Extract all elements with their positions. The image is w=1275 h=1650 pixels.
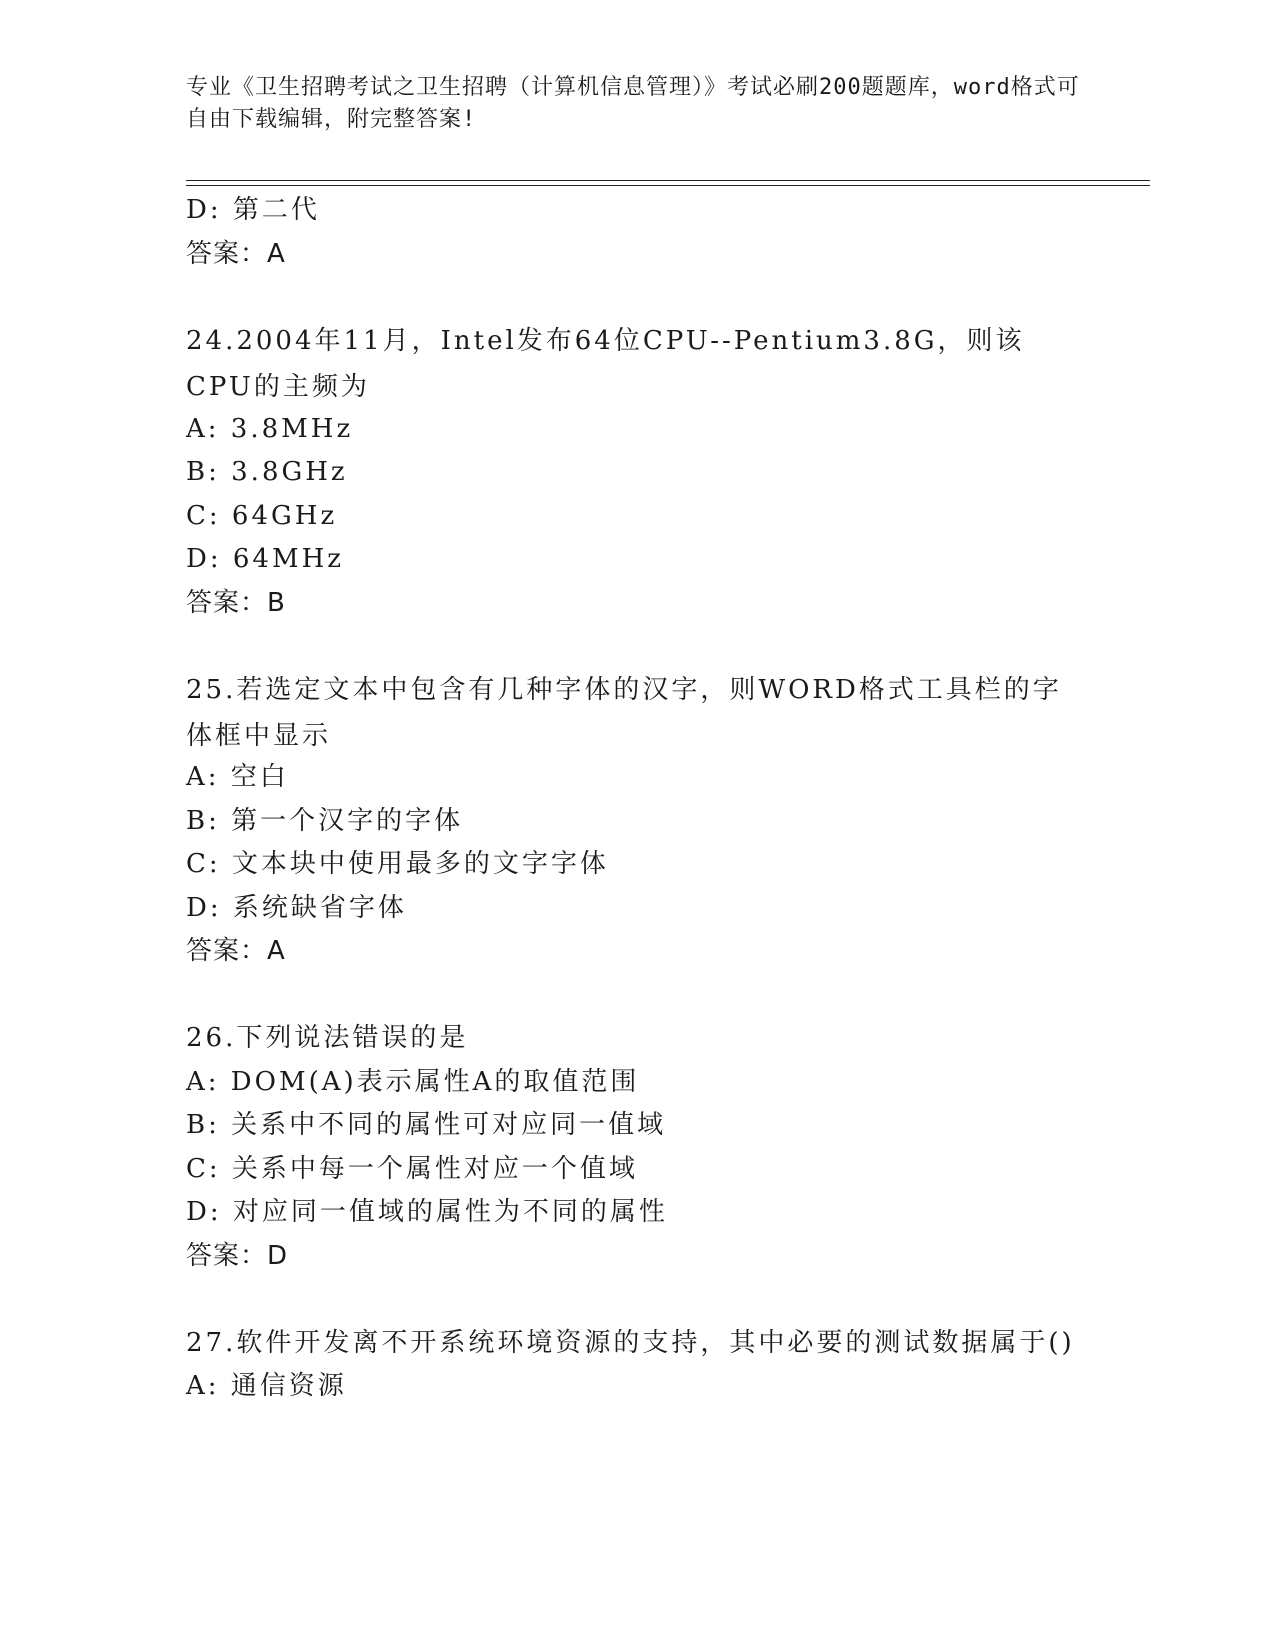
question-24-option-b: B: 3.8GHz <box>186 457 348 487</box>
question-27-option-a: A: 通信资源 <box>186 1371 347 1401</box>
question-26-option-b: B: 关系中不同的属性可对应同一值域 <box>186 1110 667 1140</box>
question-27-stem: 27.软件开发离不开系统环境资源的支持，其中必要的测试数据属于() <box>186 1328 1075 1358</box>
question-26-option-a: A: DOM(A)表示属性A的取值范围 <box>186 1067 640 1097</box>
question-24-option-c: C: 64GHz <box>186 501 338 531</box>
header-divider-bottom <box>186 185 1150 186</box>
answer-line: 答案：A <box>186 239 286 269</box>
question-25-stem: 25.若选定文本中包含有几种字体的汉字，则WORD格式工具栏的字体框中显示 <box>186 675 1062 751</box>
question-26-option-d: D: 对应同一值域的属性为不同的属性 <box>186 1197 668 1227</box>
question-25-option-b: B: 第一个汉字的字体 <box>186 806 464 836</box>
option-d: D: 第二代 <box>186 195 320 225</box>
question-25-option-d: D: 系统缺省字体 <box>186 893 407 923</box>
document-header: 专业《卫生招聘考试之卫生招聘（计算机信息管理）》考试必刷200题题库，word格式可自由下载编辑，附完整答案! <box>186 75 1080 132</box>
question-26-answer: 答案：D <box>186 1241 289 1271</box>
question-26-option-c: C: 关系中每一个属性对应一个值域 <box>186 1154 638 1184</box>
question-24-answer: 答案：B <box>186 588 286 618</box>
question-26-stem: 26.下列说法错误的是 <box>186 1023 469 1053</box>
question-25-option-a: A: 空白 <box>186 762 289 792</box>
question-24-option-a: A: 3.8MHz <box>186 414 354 444</box>
question-24-option-d: D: 64MHz <box>186 544 344 574</box>
question-25-option-c: C: 文本块中使用最多的文字字体 <box>186 849 609 879</box>
header-divider-top <box>186 180 1150 181</box>
question-25-answer: 答案：A <box>186 936 286 966</box>
question-24-stem: 24.2004年11月，Intel发布64位CPU--Pentium3.8G，则该CPU的主频为 <box>186 326 1025 402</box>
